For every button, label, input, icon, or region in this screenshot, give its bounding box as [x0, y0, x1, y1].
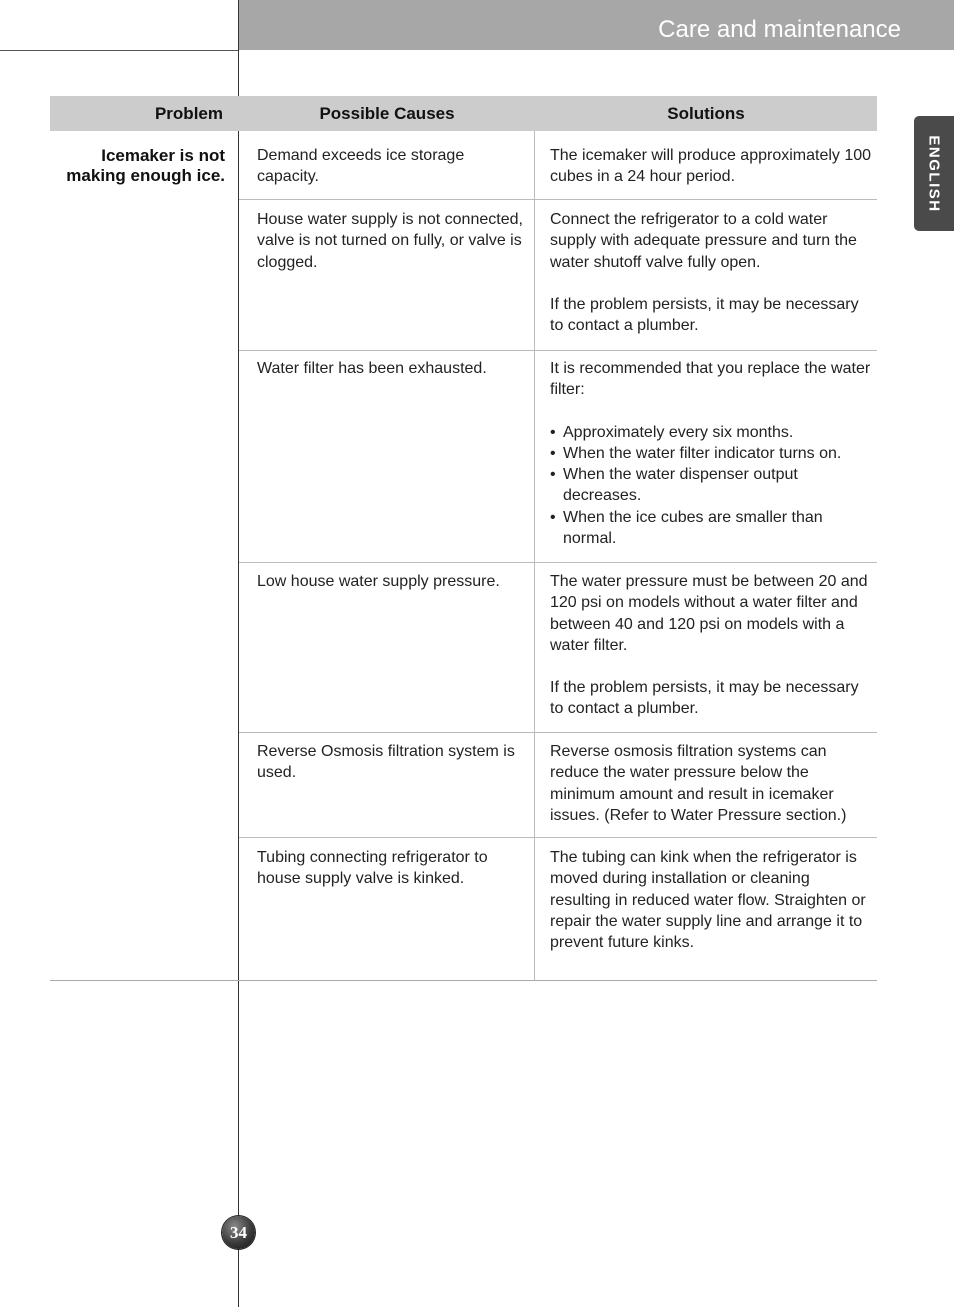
cause-cell: Water filter has been exhausted.: [257, 360, 487, 377]
row-separator: [239, 199, 877, 200]
list-item: • When the water dispenser output decreases.: [550, 464, 872, 507]
list-item: • Approximately every six months.: [550, 422, 872, 443]
header-band: [239, 0, 954, 50]
cause-cell: House water supply is not connected, valve is not turned on fully, or valve is clogged.: [257, 211, 523, 271]
cause-cell: Low house water supply pressure.: [257, 573, 500, 590]
solution-paragraph: Connect the refrigerator to a cold water supply with adequate pressure and turn the water shutoff valve fully open.: [550, 211, 857, 271]
list-item: • When the water filter indicator turns on.: [550, 443, 872, 464]
solution-cell: [550, 847, 872, 953]
solution-cell: [550, 209, 872, 336]
solution-paragraph: If the problem persists, it may be necessary to contact a plumber.: [550, 295, 859, 335]
page-title: Care and maintenance: [658, 16, 901, 43]
cause-cell: Tubing connecting refrigerator to house supply valve is kinked.: [257, 849, 488, 888]
solution-paragraph: It is recommended that you replace the water filter:: [550, 360, 871, 399]
solution-bullet-list: [550, 422, 872, 550]
language-tab: [914, 116, 954, 231]
table-header: [50, 96, 877, 131]
row-separator: [239, 732, 877, 733]
cause-cell: Demand exceeds ice storage capacity.: [257, 147, 465, 186]
solution-paragraph: The icemaker will produce approximately 100 cubes in a 24 hour period.: [550, 147, 872, 186]
solution-cell: [550, 741, 872, 826]
solution-paragraph: Reverse osmosis filtration systems can reduce the water pressure below the minimum amount and result in icemaker issues. (Refer to Water Pressure section.): [550, 743, 847, 824]
solution-cell: [550, 571, 872, 720]
list-item: • When the ice cubes are smaller than normal.: [550, 507, 872, 550]
header-problem: Problem: [154, 104, 223, 123]
cause-cell: Reverse Osmosis filtration system is used.: [257, 743, 515, 782]
row-separator: [239, 837, 877, 838]
solution-cell: [550, 358, 872, 549]
vertical-margin-rule: [238, 0, 239, 1307]
solution-cell: [550, 145, 872, 188]
table-bottom-rule: [50, 980, 877, 981]
header-solutions: Solutions: [667, 104, 745, 123]
problem-label: Icemaker is not making enough ice.: [66, 146, 225, 185]
page-number-badge: 34: [222, 1216, 255, 1249]
header-divider: [0, 50, 239, 51]
header-possible-causes: Possible Causes: [319, 104, 455, 123]
solution-paragraph: The water pressure must be between 20 and 120 psi on models without a water filter and between 40 and 120 psi on models with a water filter.: [550, 573, 868, 654]
language-tab-label: ENGLISH: [925, 134, 943, 213]
row-separator: [239, 350, 877, 351]
row-separator: [239, 562, 877, 563]
column-divider: [534, 131, 535, 980]
solution-paragraph: If the problem persists, it may be necessary to contact a plumber.: [550, 679, 859, 718]
solution-paragraph: The tubing can kink when the refrigerator is moved during installation or cleaning resulting in reduced water flow. Straighten or repair the water supply line and arrange it to prevent future kinks.: [550, 849, 866, 952]
